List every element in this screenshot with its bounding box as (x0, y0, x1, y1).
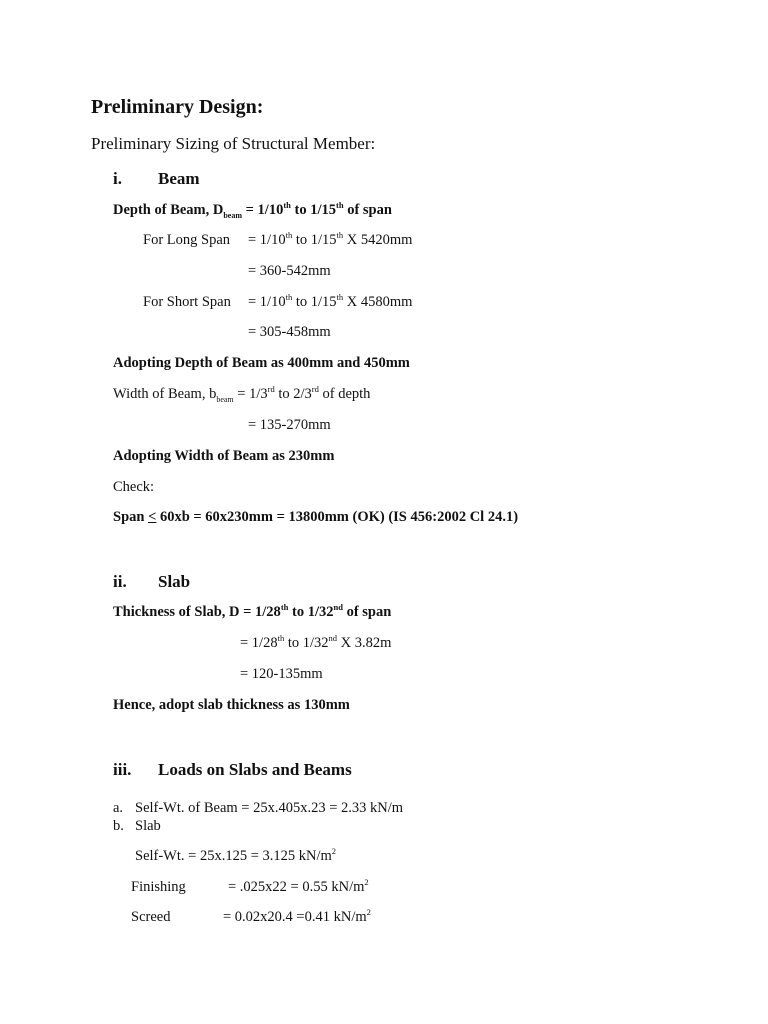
beam-self-weight: Self-Wt. of Beam = 25x.405x.23 = 2.33 kN/m (135, 800, 404, 816)
section-heading-beam: Beam (158, 169, 200, 188)
section-number-loads: iii. (113, 760, 132, 779)
section-heading-loads: Loads on Slabs and Beams (158, 760, 352, 779)
list-marker-a: a. (113, 800, 124, 816)
adopt-beam-depth: Adopting Depth of Beam as 400mm and 450mm (113, 355, 410, 371)
slab-thickness-formula: Thickness of Slab, D = 1/28th to 1/32nd of span (113, 602, 392, 620)
adopt-beam-width: Adopting Width of Beam as 230mm (113, 448, 335, 464)
section-heading-slab: Slab (158, 572, 191, 591)
slab-label: Slab (135, 818, 161, 834)
section-number-beam: i. (113, 169, 122, 188)
finishing-label: Finishing (131, 879, 186, 895)
beam-depth-formula: Depth of Beam, $D_{beam} = 1/10th$ to 1/15th of span (113, 200, 392, 220)
section-number-slab: ii. (113, 572, 127, 591)
slab-self-weight: Self-Wt. = 25x.125 = 3.125 $kN/m^2$ (135, 846, 337, 864)
beam-width-result: = 135-270mm (248, 417, 331, 433)
page-title: Preliminary Design: (91, 96, 264, 118)
long-span-calc: = 1/10th to 1/15th X 5420mm (248, 230, 413, 248)
check-label: Check: (113, 479, 155, 495)
long-span-result: = 360-542mm (248, 263, 331, 279)
long-span-label: For Long Span (143, 232, 230, 248)
short-span-calc: = 1/10th to 1/15th X 4580mm (248, 292, 413, 310)
page-subtitle: Preliminary Sizing of Structural Member: (91, 134, 376, 153)
slab-thickness-result: = 120-135mm (240, 666, 323, 682)
slab-thickness-calc: = 1/28th to 1/32nd X 3.82m (240, 633, 392, 651)
adopt-slab-thickness: Hence, adopt slab thickness as 130mm (113, 697, 350, 713)
short-span-result: = 305-458mm (248, 324, 331, 340)
short-span-label: For Short Span (143, 294, 231, 310)
beam-width-formula: Width of Beam, $b_{beam} = 1/3rd$ to 2/3rd of depth (113, 384, 371, 404)
finishing-value: = .025x22 = 0.55 $kN/m^2$ (228, 877, 369, 895)
screed-label: Screed (131, 909, 171, 925)
span-check: Span < 60xb = 60x230mm = 13800mm (OK) (IS 456:2002 Cl 24.1) (113, 509, 519, 525)
list-marker-b: b. (113, 818, 124, 834)
screed-value: = 0.02x20.4 =0.41 $kN/m^2$ (223, 907, 371, 925)
